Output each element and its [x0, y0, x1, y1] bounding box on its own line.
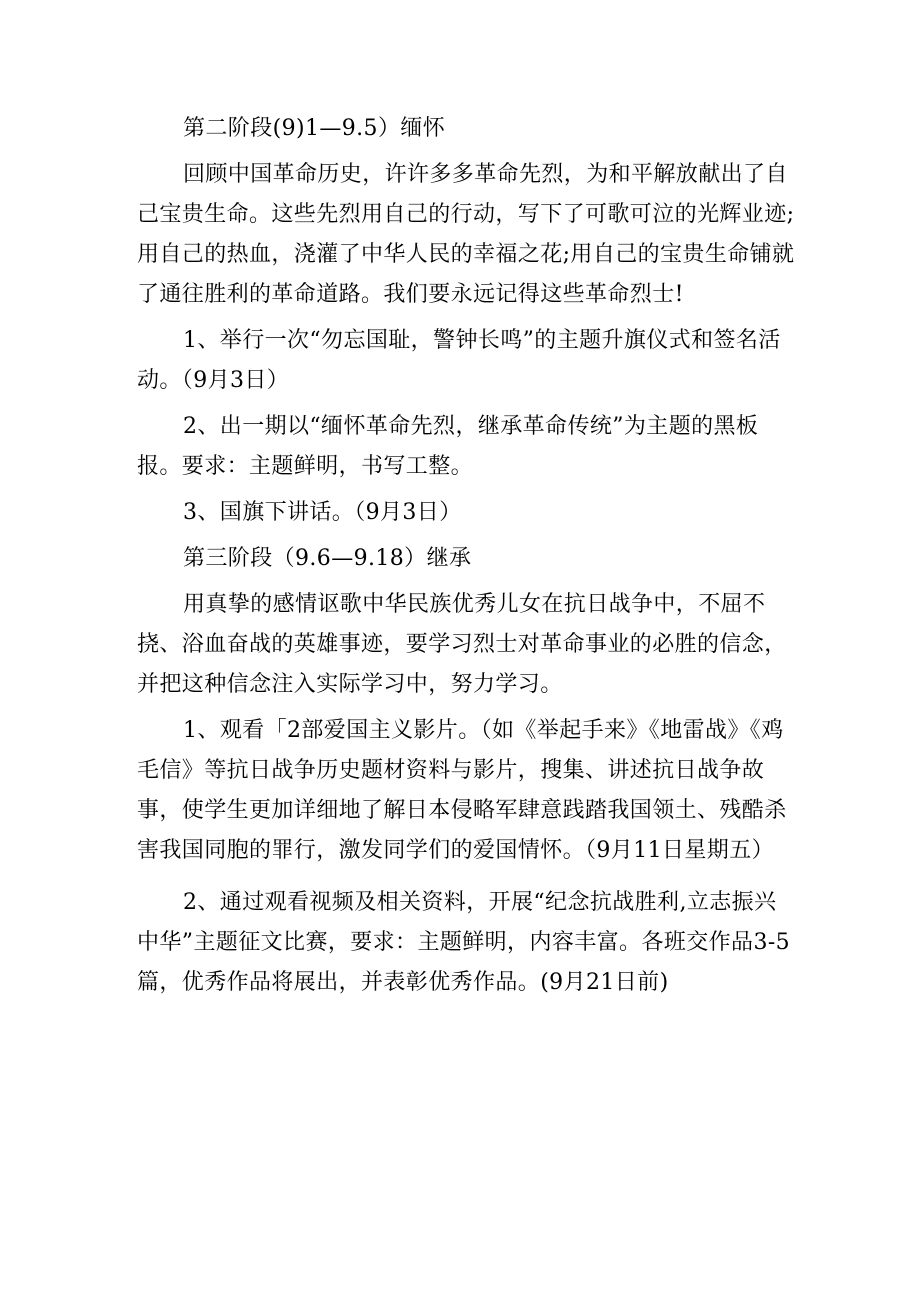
stage2-item-1: 1、举行一次“勿忘国耻，警钟长鸣”的主题升旗仪式和签名活动。（9月3日） — [137, 328, 781, 393]
stage2-item-3: 3、国旗下讲话。（9月3日） — [183, 500, 462, 525]
stage2-intro-paragraph: 回顾中国革命历史，许许多多革命先烈，为和平解放献出了自己宝贵生命。这些先烈用自己的行动，写下了可歌可泣的光辉业迹;用自己的热血，浇灌了中华人民的幸福之花;用自己的宝贵生命铺就了通往胜利的革命道路。我们要永远记得这些革命烈士! — [137, 162, 795, 307]
stage2-heading: 第二阶段(9)1—9.5）缅怀 — [183, 116, 446, 141]
stage3-item-1: 1、观看「2部爱国主义影片。（如《举起手来》《地雷战》《鸡毛信》等抗日战争历史题材资料与影片，搜集、讲述抗日战争故事，使学生更加详细地了解日本侵略军肆意践踏我国领土、残酷杀害我国同胞的罪行，激发同学们的爱国情怀。（9月11日星期五） — [137, 718, 787, 863]
stage3-heading: 第三阶段（9.6—9.18）继承 — [183, 546, 472, 571]
stage3-item-2: 2、通过观看视频及相关资料，开展“纪念抗战胜利,立志振兴中华”主题征文比赛，要求：主题鲜明，内容丰富。各班交作品3-5篇，优秀作品将展出，并表彰优秀作品。(9月21日前) — [137, 890, 791, 995]
document-body — [137, 109, 797, 1003]
stage3-intro-paragraph: 用真挚的感情讴歌中华民族优秀儿女在抗日战争中，不屈不挠、浴血奋战的英雄事迹，要学习烈士对革命事业的必胜的信念，并把这种信念注入实际学习中，努力学习。 — [137, 592, 787, 697]
stage2-item-2: 2、出一期以“缅怀革命先烈，继承革命传统”为主题的黑板报。要求：主题鲜明，书写工整。 — [137, 414, 759, 479]
